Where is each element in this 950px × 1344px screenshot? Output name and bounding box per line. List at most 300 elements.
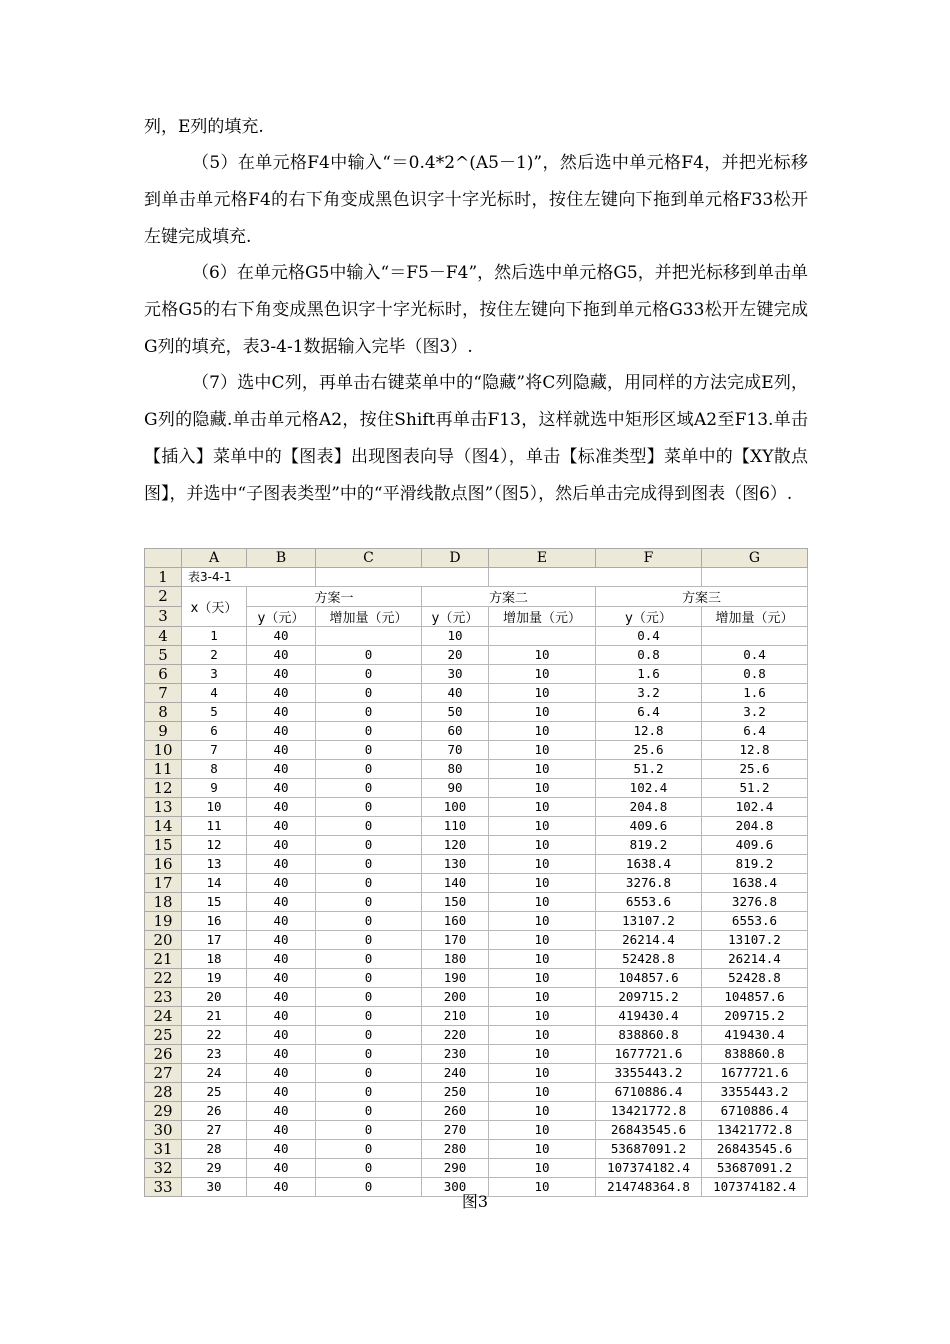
cell[interactable]: 0.8 xyxy=(596,645,702,664)
cell[interactable]: 3.2 xyxy=(596,683,702,702)
cell[interactable]: 0 xyxy=(316,873,422,892)
cell[interactable]: 10 xyxy=(489,854,596,873)
table-row xyxy=(145,1025,808,1044)
cell[interactable]: 0.8 xyxy=(702,664,808,683)
cell[interactable]: 0 xyxy=(316,759,422,778)
cell[interactable]: 10 xyxy=(489,645,596,664)
cell[interactable]: 12 xyxy=(182,835,247,854)
cell[interactable]: 17 xyxy=(182,930,247,949)
cell[interactable]: 40 xyxy=(247,1025,316,1044)
cell[interactable]: 6.4 xyxy=(702,721,808,740)
cell[interactable]: 419430.4 xyxy=(596,1006,702,1025)
table-row xyxy=(145,892,808,911)
cell[interactable]: 10 xyxy=(489,911,596,930)
cell[interactable]: 204.8 xyxy=(596,797,702,816)
cell[interactable]: 20 xyxy=(182,987,247,1006)
cell[interactable]: 26 xyxy=(182,1101,247,1120)
cell[interactable]: 1.6 xyxy=(702,683,808,702)
cell[interactable]: 3276.8 xyxy=(596,873,702,892)
row-header[interactable]: 14 xyxy=(145,816,182,835)
cell[interactable]: 250 xyxy=(422,1082,489,1101)
cell[interactable]: 40 xyxy=(247,968,316,987)
cell[interactable]: 13421772.8 xyxy=(596,1101,702,1120)
cell[interactable]: 10 xyxy=(489,873,596,892)
column-header-d[interactable]: D xyxy=(422,549,489,568)
table-row xyxy=(145,797,808,816)
cell[interactable]: 204.8 xyxy=(702,816,808,835)
increase-header-cell[interactable]: 增加量（元） xyxy=(316,606,422,626)
cell[interactable]: 0 xyxy=(316,930,422,949)
cell[interactable]: 52428.8 xyxy=(702,968,808,987)
cell[interactable]: 409.6 xyxy=(596,816,702,835)
cell[interactable]: 26843545.6 xyxy=(702,1139,808,1158)
plan-1-header-cell[interactable]: 方案一 xyxy=(247,586,422,606)
cell[interactable]: 40 xyxy=(247,892,316,911)
column-header-c[interactable]: C xyxy=(316,549,422,568)
y-header-cell[interactable]: y（元） xyxy=(247,606,316,626)
cell[interactable]: 5 xyxy=(182,702,247,721)
cell[interactable]: 10 xyxy=(489,778,596,797)
cell[interactable]: 27 xyxy=(182,1120,247,1139)
row-header[interactable]: 3 xyxy=(145,606,182,626)
cell[interactable]: 0 xyxy=(316,1063,422,1082)
cell[interactable]: 260 xyxy=(422,1101,489,1120)
cell[interactable]: 0 xyxy=(316,778,422,797)
cell[interactable]: 0 xyxy=(316,1177,422,1196)
cell[interactable]: 25.6 xyxy=(596,740,702,759)
cell[interactable]: 13421772.8 xyxy=(702,1120,808,1139)
cell[interactable]: 26843545.6 xyxy=(596,1120,702,1139)
cell[interactable]: 107374182.4 xyxy=(596,1158,702,1177)
row-header[interactable]: 31 xyxy=(145,1139,182,1158)
cell[interactable]: 210 xyxy=(422,1006,489,1025)
cell[interactable]: 10 xyxy=(489,835,596,854)
cell[interactable]: 0 xyxy=(316,892,422,911)
column-header-a[interactable]: A xyxy=(182,549,247,568)
cell[interactable]: 0 xyxy=(316,645,422,664)
cell[interactable]: 0 xyxy=(316,797,422,816)
cell[interactable] xyxy=(702,626,808,645)
y-header-cell[interactable]: y（元） xyxy=(422,606,489,626)
cell[interactable]: 70 xyxy=(422,740,489,759)
cell[interactable]: 16 xyxy=(182,911,247,930)
cell[interactable]: 40 xyxy=(247,873,316,892)
cell[interactable]: 52428.8 xyxy=(596,949,702,968)
cell[interactable]: 0 xyxy=(316,816,422,835)
cell[interactable]: 0 xyxy=(316,664,422,683)
row-header[interactable]: 11 xyxy=(145,759,182,778)
table-row xyxy=(145,1082,808,1101)
cell[interactable] xyxy=(489,567,702,586)
row-header[interactable]: 19 xyxy=(145,911,182,930)
cell[interactable]: 40 xyxy=(247,930,316,949)
cell[interactable]: 0 xyxy=(316,1082,422,1101)
table-row xyxy=(145,1006,808,1025)
cell[interactable]: 140 xyxy=(422,873,489,892)
cell[interactable]: 104857.6 xyxy=(702,987,808,1006)
cell[interactable]: 14 xyxy=(182,873,247,892)
cell[interactable]: 24 xyxy=(182,1063,247,1082)
row-header[interactable]: 9 xyxy=(145,721,182,740)
cell[interactable]: 40 xyxy=(247,759,316,778)
increase-header-cell[interactable]: 增加量（元） xyxy=(489,606,596,626)
cell[interactable]: 838860.8 xyxy=(702,1044,808,1063)
cell[interactable]: 40 xyxy=(247,664,316,683)
row-header[interactable]: 26 xyxy=(145,1044,182,1063)
cell[interactable]: 270 xyxy=(422,1120,489,1139)
cell[interactable]: 40 xyxy=(247,683,316,702)
cell[interactable]: 2 xyxy=(182,645,247,664)
cell[interactable]: 9 xyxy=(182,778,247,797)
table-title-cell[interactable]: 表3-4-1 xyxy=(182,567,316,586)
column-header-e[interactable]: E xyxy=(489,549,596,568)
cell[interactable]: 12.8 xyxy=(596,721,702,740)
cell[interactable]: 40 xyxy=(247,1006,316,1025)
cell[interactable]: 0 xyxy=(316,1044,422,1063)
cell[interactable]: 419430.4 xyxy=(702,1025,808,1044)
row-header[interactable]: 20 xyxy=(145,930,182,949)
cell[interactable]: 60 xyxy=(422,721,489,740)
cell[interactable]: 1638.4 xyxy=(596,854,702,873)
figure-caption: 图3 xyxy=(461,1192,489,1211)
cell[interactable]: 13 xyxy=(182,854,247,873)
cell[interactable]: 53687091.2 xyxy=(596,1139,702,1158)
cell[interactable]: 12.8 xyxy=(702,740,808,759)
cell[interactable]: 819.2 xyxy=(702,854,808,873)
cell[interactable]: 214748364.8 xyxy=(596,1177,702,1196)
cell[interactable]: 40 xyxy=(247,911,316,930)
cell[interactable]: 10 xyxy=(489,797,596,816)
cell[interactable]: 40 xyxy=(247,1158,316,1177)
column-header-f[interactable]: F xyxy=(596,549,702,568)
cell[interactable]: 51.2 xyxy=(596,759,702,778)
cell[interactable]: 25.6 xyxy=(702,759,808,778)
paragraph-step-5: （5）在单元格F4中输入“＝0.4*2^(A5－1)”，然后选中单元格F4，并把光标移到单击单元格F4的右下角变成黑色识字十字光标时，按住左键向下拖到单元格F33松开左键完成填充. xyxy=(144,153,808,247)
cell[interactable]: 4 xyxy=(182,683,247,702)
table-row xyxy=(145,683,808,702)
cell[interactable]: 21 xyxy=(182,1006,247,1025)
cell[interactable]: 6710886.4 xyxy=(596,1082,702,1101)
cell[interactable]: 120 xyxy=(422,835,489,854)
cell[interactable]: 25 xyxy=(182,1082,247,1101)
cell[interactable]: 240 xyxy=(422,1063,489,1082)
cell[interactable]: 13107.2 xyxy=(596,911,702,930)
cell[interactable]: 40 xyxy=(422,683,489,702)
cell[interactable]: 0 xyxy=(316,1158,422,1177)
row-header[interactable]: 17 xyxy=(145,873,182,892)
cell[interactable]: 6553.6 xyxy=(596,892,702,911)
cell[interactable]: 819.2 xyxy=(596,835,702,854)
table-row xyxy=(145,911,808,930)
cell[interactable]: 102.4 xyxy=(596,778,702,797)
row-header[interactable]: 12 xyxy=(145,778,182,797)
row-header[interactable]: 29 xyxy=(145,1101,182,1120)
cell[interactable]: 0 xyxy=(316,721,422,740)
cell[interactable]: 0 xyxy=(316,1006,422,1025)
cell[interactable]: 6710886.4 xyxy=(702,1101,808,1120)
cell[interactable]: 40 xyxy=(247,645,316,664)
row-header[interactable]: 13 xyxy=(145,797,182,816)
cell[interactable]: 150 xyxy=(422,892,489,911)
cell[interactable]: 40 xyxy=(247,949,316,968)
table-row xyxy=(145,721,808,740)
cell[interactable]: 10 xyxy=(489,1044,596,1063)
cell[interactable]: 10 xyxy=(489,702,596,721)
cell[interactable]: 40 xyxy=(247,740,316,759)
cell[interactable]: 0 xyxy=(316,1139,422,1158)
table-row xyxy=(145,816,808,835)
sheet-row-1 xyxy=(145,567,808,586)
table-row xyxy=(145,759,808,778)
cell[interactable] xyxy=(316,567,489,586)
cell[interactable]: 10 xyxy=(489,1139,596,1158)
cell[interactable]: 10 xyxy=(489,1063,596,1082)
cell[interactable]: 10 xyxy=(489,1006,596,1025)
cell[interactable]: 40 xyxy=(247,1139,316,1158)
cell[interactable]: 290 xyxy=(422,1158,489,1177)
cell[interactable]: 10 xyxy=(489,759,596,778)
row-header[interactable]: 25 xyxy=(145,1025,182,1044)
plan-3-header-cell[interactable]: 方案三 xyxy=(596,586,808,606)
row-header[interactable]: 23 xyxy=(145,987,182,1006)
cell[interactable]: 10 xyxy=(489,1120,596,1139)
table-row xyxy=(145,645,808,664)
row-header[interactable]: 7 xyxy=(145,683,182,702)
table-row xyxy=(145,1158,808,1177)
y-header-cell[interactable]: y（元） xyxy=(596,606,702,626)
cell[interactable]: 10 xyxy=(489,930,596,949)
cell[interactable]: 10 xyxy=(422,626,489,645)
cell[interactable]: 10 xyxy=(489,683,596,702)
table-row xyxy=(145,873,808,892)
cell[interactable] xyxy=(316,626,422,645)
cell[interactable]: 10 xyxy=(489,987,596,1006)
cell[interactable]: 10 xyxy=(489,740,596,759)
cell[interactable]: 23 xyxy=(182,1044,247,1063)
row-header[interactable]: 8 xyxy=(145,702,182,721)
cell[interactable]: 6553.6 xyxy=(702,911,808,930)
cell[interactable]: 30 xyxy=(422,664,489,683)
table-row xyxy=(145,1063,808,1082)
cell[interactable]: 130 xyxy=(422,854,489,873)
cell[interactable]: 22 xyxy=(182,1025,247,1044)
cell[interactable]: 26214.4 xyxy=(702,949,808,968)
spreadsheet-table xyxy=(144,548,808,1197)
cell[interactable]: 230 xyxy=(422,1044,489,1063)
cell[interactable]: 0 xyxy=(316,683,422,702)
cell[interactable]: 3276.8 xyxy=(702,892,808,911)
plan-2-header-cell[interactable]: 方案二 xyxy=(422,586,596,606)
table-row xyxy=(145,949,808,968)
row-header[interactable]: 2 xyxy=(145,586,182,606)
cell[interactable]: 180 xyxy=(422,949,489,968)
cell[interactable]: 220 xyxy=(422,1025,489,1044)
cell[interactable]: 40 xyxy=(247,1101,316,1120)
row-header[interactable]: 5 xyxy=(145,645,182,664)
row-header[interactable]: 6 xyxy=(145,664,182,683)
row-header[interactable]: 24 xyxy=(145,1006,182,1025)
cell[interactable]: 40 xyxy=(247,816,316,835)
cell[interactable]: 3355443.2 xyxy=(596,1063,702,1082)
cell[interactable]: 1.6 xyxy=(596,664,702,683)
data-rows xyxy=(145,626,808,1196)
cell[interactable]: 53687091.2 xyxy=(702,1158,808,1177)
cell[interactable]: 10 xyxy=(489,1025,596,1044)
cell[interactable]: 10 xyxy=(489,816,596,835)
cell[interactable]: 200 xyxy=(422,987,489,1006)
cell[interactable]: 209715.2 xyxy=(596,987,702,1006)
row-header[interactable]: 22 xyxy=(145,968,182,987)
cell[interactable]: 0 xyxy=(316,1120,422,1139)
cell[interactable]: 409.6 xyxy=(702,835,808,854)
column-header-row xyxy=(145,549,808,568)
cell[interactable]: 10 xyxy=(489,721,596,740)
cell[interactable]: 0 xyxy=(316,987,422,1006)
cell[interactable]: 104857.6 xyxy=(596,968,702,987)
table-row xyxy=(145,778,808,797)
cell[interactable]: 0 xyxy=(316,702,422,721)
cell[interactable]: 3 xyxy=(182,664,247,683)
cell[interactable]: 80 xyxy=(422,759,489,778)
cell[interactable]: 51.2 xyxy=(702,778,808,797)
cell[interactable]: 26214.4 xyxy=(596,930,702,949)
cell[interactable]: 40 xyxy=(247,987,316,1006)
cell[interactable]: 10 xyxy=(489,968,596,987)
select-all-corner[interactable] xyxy=(145,549,182,568)
table-row xyxy=(145,1101,808,1120)
cell[interactable]: 13107.2 xyxy=(702,930,808,949)
table-row xyxy=(145,626,808,645)
cell[interactable]: 6.4 xyxy=(596,702,702,721)
cell[interactable]: 40 xyxy=(247,1044,316,1063)
cell[interactable]: 40 xyxy=(247,626,316,645)
cell[interactable]: 0.4 xyxy=(596,626,702,645)
cell[interactable]: 0 xyxy=(316,740,422,759)
cell[interactable]: 10 xyxy=(489,1177,596,1196)
cell[interactable]: 10 xyxy=(489,664,596,683)
cell[interactable]: 107374182.4 xyxy=(702,1177,808,1196)
sheet-row-2 xyxy=(145,586,808,606)
cell[interactable]: 170 xyxy=(422,930,489,949)
cell[interactable]: 280 xyxy=(422,1139,489,1158)
cell[interactable]: 90 xyxy=(422,778,489,797)
cell[interactable]: 40 xyxy=(247,854,316,873)
cell[interactable]: 1677721.6 xyxy=(596,1044,702,1063)
cell[interactable]: 15 xyxy=(182,892,247,911)
cell[interactable]: 0 xyxy=(316,1101,422,1120)
table-row xyxy=(145,854,808,873)
cell[interactable]: 50 xyxy=(422,702,489,721)
row-header[interactable]: 21 xyxy=(145,949,182,968)
table-row xyxy=(145,1044,808,1063)
cell[interactable]: 0 xyxy=(316,835,422,854)
cell[interactable]: 8 xyxy=(182,759,247,778)
cell[interactable]: 6 xyxy=(182,721,247,740)
column-header-g[interactable]: G xyxy=(702,549,808,568)
cell[interactable]: 28 xyxy=(182,1139,247,1158)
cell[interactable]: 40 xyxy=(247,1063,316,1082)
cell[interactable]: 10 xyxy=(182,797,247,816)
cell[interactable]: 40 xyxy=(247,835,316,854)
cell[interactable]: 3.2 xyxy=(702,702,808,721)
cell[interactable]: 209715.2 xyxy=(702,1006,808,1025)
cell[interactable] xyxy=(702,567,808,586)
cell[interactable]: 7 xyxy=(182,740,247,759)
cell[interactable]: 0.4 xyxy=(702,645,808,664)
table-row xyxy=(145,664,808,683)
row-header[interactable]: 18 xyxy=(145,892,182,911)
cell[interactable]: 0 xyxy=(316,949,422,968)
row-header[interactable]: 1 xyxy=(145,567,182,586)
cell[interactable]: 40 xyxy=(247,797,316,816)
cell[interactable]: 100 xyxy=(422,797,489,816)
cell[interactable]: 10 xyxy=(489,892,596,911)
cell[interactable]: 19 xyxy=(182,968,247,987)
cell[interactable]: 40 xyxy=(247,721,316,740)
cell[interactable]: 10 xyxy=(489,1082,596,1101)
cell[interactable]: 40 xyxy=(247,1120,316,1139)
row-header[interactable]: 28 xyxy=(145,1082,182,1101)
cell[interactable]: 18 xyxy=(182,949,247,968)
cell[interactable]: 1 xyxy=(182,626,247,645)
row-header[interactable]: 10 xyxy=(145,740,182,759)
cell[interactable]: 10 xyxy=(489,1101,596,1120)
cell[interactable]: 0 xyxy=(316,1025,422,1044)
cell[interactable]: 30 xyxy=(182,1177,247,1196)
row-header[interactable]: 30 xyxy=(145,1120,182,1139)
cell[interactable]: 102.4 xyxy=(702,797,808,816)
table-row xyxy=(145,930,808,949)
cell[interactable]: 10 xyxy=(489,1158,596,1177)
row-header[interactable]: 32 xyxy=(145,1158,182,1177)
table-row xyxy=(145,987,808,1006)
cell[interactable]: 110 xyxy=(422,816,489,835)
table-row xyxy=(145,1139,808,1158)
table-row xyxy=(145,968,808,987)
cell[interactable]: 3355443.2 xyxy=(702,1082,808,1101)
row-header[interactable]: 33 xyxy=(145,1177,182,1196)
cell[interactable]: 1638.4 xyxy=(702,873,808,892)
cell[interactable]: 1677721.6 xyxy=(702,1063,808,1082)
cell[interactable]: 11 xyxy=(182,816,247,835)
cell[interactable]: 300 xyxy=(422,1177,489,1196)
row-header[interactable]: 16 xyxy=(145,854,182,873)
cell[interactable]: 40 xyxy=(247,702,316,721)
row-header[interactable]: 4 xyxy=(145,626,182,645)
cell[interactable]: 10 xyxy=(489,949,596,968)
cell[interactable]: 20 xyxy=(422,645,489,664)
cell[interactable]: 0 xyxy=(316,968,422,987)
cell[interactable]: 40 xyxy=(247,1082,316,1101)
cell[interactable]: 29 xyxy=(182,1158,247,1177)
x-header-cell[interactable]: x（天） xyxy=(182,586,247,626)
table-row xyxy=(145,835,808,854)
cell[interactable]: 40 xyxy=(247,778,316,797)
cell[interactable] xyxy=(489,626,596,645)
paragraph-step-7: （7）选中C列，再单击右键菜单中的“隐藏”将C列隐藏，用同样的方法完成E列，G列的隐藏.单击单元格A2，按住Shift再单击F13，这样就选中矩形区域A2至F13.单击【插入】菜单中的【图表】出现图表向导（图4），单击【标准类型】菜单中的【XY散点图】，并选中“子图表类型”中的“平滑线散点图”（图5），然后单击完成得到图表（图6）. xyxy=(144,373,808,504)
column-header-b[interactable]: B xyxy=(247,549,316,568)
cell[interactable]: 0 xyxy=(316,854,422,873)
cell[interactable]: 0 xyxy=(316,911,422,930)
cell[interactable]: 40 xyxy=(247,1177,316,1196)
increase-header-cell[interactable]: 增加量（元） xyxy=(702,606,808,626)
row-header[interactable]: 15 xyxy=(145,835,182,854)
cell[interactable]: 190 xyxy=(422,968,489,987)
table-row xyxy=(145,702,808,721)
cell[interactable]: 160 xyxy=(422,911,489,930)
row-header[interactable]: 27 xyxy=(145,1063,182,1082)
cell[interactable]: 838860.8 xyxy=(596,1025,702,1044)
